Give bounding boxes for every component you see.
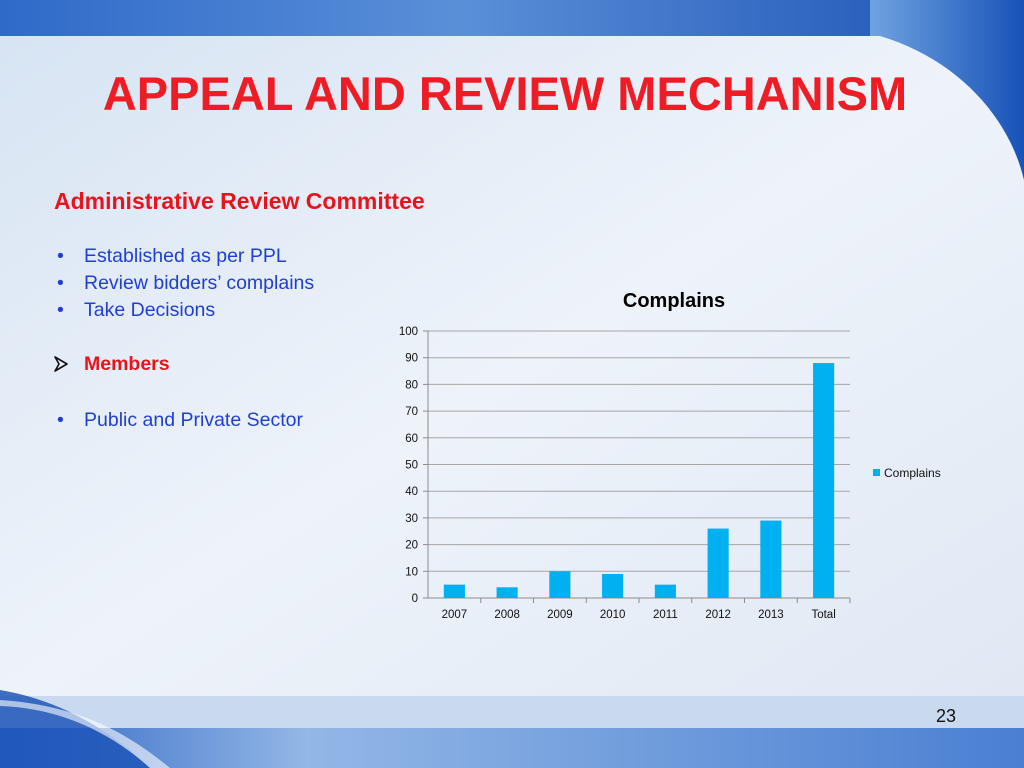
- x-tick-label: 2007: [441, 609, 468, 621]
- bar: [444, 585, 465, 598]
- bars: [444, 363, 834, 598]
- bullet-text: Established as per PPL: [84, 245, 287, 267]
- x-tick-label: 2010: [599, 609, 626, 621]
- y-tick-label: 50: [405, 459, 418, 472]
- legend-label: Complains: [884, 466, 941, 480]
- bar: [602, 574, 623, 598]
- section-heading: Administrative Review Committee: [54, 188, 425, 214]
- y-tick-label: 40: [405, 486, 418, 499]
- bullet-dot-icon: •: [57, 272, 64, 294]
- bullet-dot-icon: •: [57, 245, 64, 267]
- y-tick-label: 20: [405, 539, 418, 552]
- bar: [708, 529, 729, 598]
- x-tick-label: 2009: [547, 609, 573, 621]
- y-tick-label: 30: [405, 512, 418, 525]
- bullet-text: Review bidders’ complains: [84, 272, 315, 294]
- x-tick-label: 2013: [758, 609, 784, 621]
- y-tick-label: 10: [405, 566, 418, 579]
- gridlines: [423, 331, 850, 598]
- slide-title: APPEAL AND REVIEW MECHANISM: [102, 67, 908, 120]
- x-tick-label: 2008: [494, 609, 520, 621]
- members-heading-text: Members: [84, 353, 170, 375]
- bullet-dot-icon: •: [57, 409, 64, 431]
- bar: [760, 521, 781, 598]
- bar: [655, 585, 676, 598]
- y-tick-label: 80: [405, 379, 418, 392]
- bar: [813, 363, 834, 598]
- page-number: 23: [936, 706, 957, 726]
- bar: [497, 587, 518, 598]
- y-tick-label: 70: [405, 406, 418, 419]
- bar: [549, 571, 570, 598]
- bullet-text: Public and Private Sector: [84, 409, 303, 431]
- bullet-text: Take Decisions: [84, 299, 216, 321]
- x-tick-label: 2012: [705, 609, 731, 621]
- y-tick-label: 90: [405, 352, 418, 365]
- y-axis-ticks: [399, 326, 418, 605]
- legend-swatch: [873, 469, 880, 476]
- y-tick-label: 100: [398, 326, 418, 338]
- y-tick-label: 60: [405, 432, 418, 445]
- legend: [873, 466, 941, 480]
- y-tick-label: 0: [411, 593, 418, 605]
- x-tick-label: 2011: [653, 609, 678, 621]
- x-tick-label: Total: [811, 609, 836, 621]
- x-axis-ticks: [442, 598, 850, 621]
- bullet-dot-icon: •: [57, 299, 64, 321]
- chart-title: Complains: [622, 290, 726, 312]
